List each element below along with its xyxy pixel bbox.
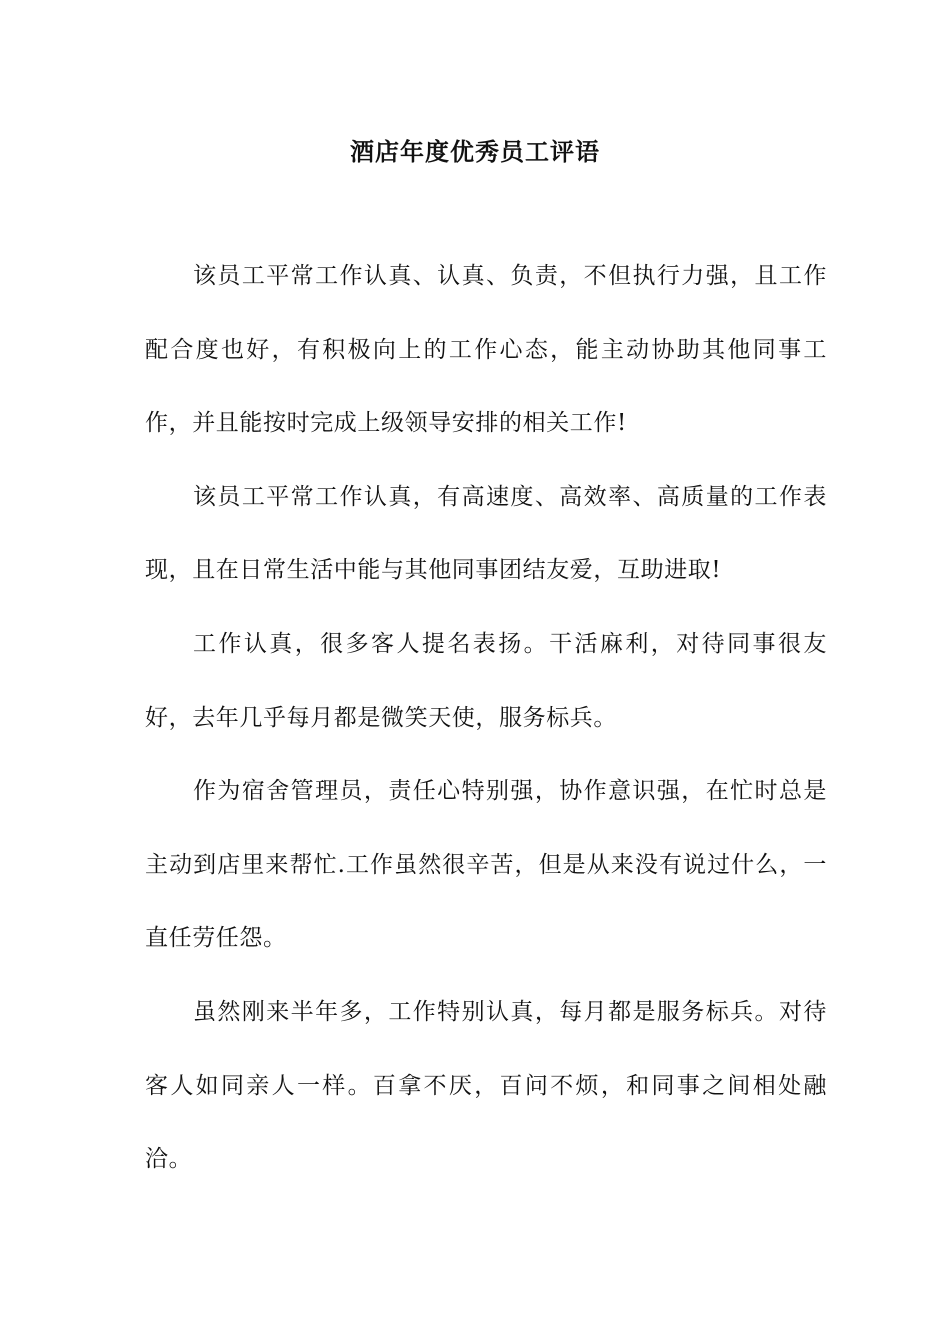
- paragraph-1: 该员工平常工作认真、认真、负责，不但执行力强，且工作配合度也好，有积极向上的工作心态，能主动协助其他同事工作，并且能按时完成上级领导安排的相关工作!: [145, 263, 827, 437]
- paragraph-3: 工作认真，很多客人提名表扬。干活麻利，对待同事很友好，去年几乎每月都是微笑天使，服务标兵。: [145, 630, 827, 731]
- document-body: [145, 240, 827, 1197]
- paragraph-4: 作为宿舍管理员，责任心特别强，协作意识强，在忙时总是主动到店里来帮忙.工作虽然很辛苦，但是从来没有说过什么，一直任劳任怨。: [145, 778, 827, 952]
- document-title: 酒店年度优秀员工评语: [350, 137, 600, 166]
- paragraph-5: 虽然刚来半年多，工作特别认真，每月都是服务标兵。对待客人如同亲人一样。百拿不厌，百问不烦，和同事之间相处融洽。: [145, 998, 827, 1173]
- paragraph-2: 该员工平常工作认真，有高速度、高效率、高质量的工作表现，且在日常生活中能与其他同事团结友爱，互助进取!: [145, 483, 827, 584]
